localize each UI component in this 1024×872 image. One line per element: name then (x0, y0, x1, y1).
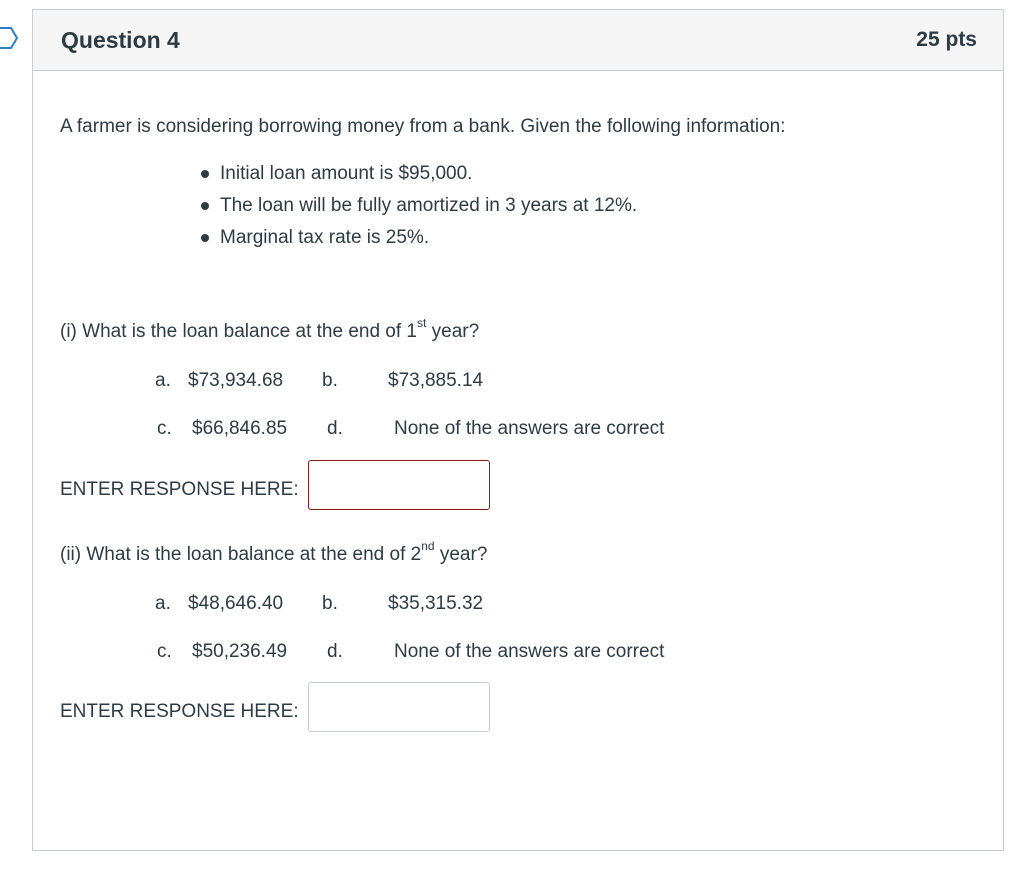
part-1-option-c-letter: c. (157, 418, 172, 439)
part-1-option-b-value: $73,885.14 (388, 370, 484, 391)
info-item: The loan will be fully amortized in 3 years at 12%. (201, 194, 637, 226)
question-card (32, 9, 1004, 851)
question-flag-icon[interactable] (0, 27, 18, 49)
part-1-option-a-letter: a. (155, 370, 171, 391)
part-2-prompt: (ii) What is the loan balance at the end of 2nd year? (60, 538, 488, 565)
question-intro: A farmer is considering borrowing money from a bank. Given the following information: (60, 116, 786, 137)
part-1-response-label: ENTER RESPONSE HERE: (60, 479, 299, 500)
bullet-icon (201, 202, 209, 210)
part-2-response-label: ENTER RESPONSE HERE: (60, 701, 299, 722)
part-2-option-a-value: $48,646.40 (188, 593, 284, 614)
part-2-option-b-letter: b. (322, 593, 338, 614)
part-1-option-a-value: $73,934.68 (188, 370, 284, 391)
part-2-response-input[interactable] (308, 682, 490, 732)
part-2-option-d-letter: d. (327, 641, 343, 662)
part-1-option-d-letter: d. (327, 418, 343, 439)
part-2-option-b-value: $35,315.32 (388, 593, 484, 614)
info-list (201, 162, 637, 258)
question-title: Question 4 (61, 26, 180, 53)
question-points: 25 pts (916, 28, 977, 51)
info-item: Marginal tax rate is 25%. (201, 226, 637, 258)
part-2-option-a-letter: a. (155, 593, 171, 614)
part-1-response-input[interactable] (308, 460, 490, 510)
info-item: Initial loan amount is $95,000. (201, 162, 637, 194)
part-1-prompt: (i) What is the loan balance at the end of 1st year? (60, 315, 480, 342)
part-2-option-d-value: None of the answers are correct (394, 641, 665, 662)
part-1-option-b-letter: b. (322, 370, 338, 391)
part-1-option-c-value: $66,846.85 (192, 418, 288, 439)
bullet-icon (201, 234, 209, 242)
question-header (33, 10, 1003, 71)
part-1-option-d-value: None of the answers are correct (394, 418, 665, 439)
part-2-option-c-letter: c. (157, 641, 172, 662)
bullet-icon (201, 170, 209, 178)
part-2-option-c-value: $50,236.49 (192, 641, 288, 662)
